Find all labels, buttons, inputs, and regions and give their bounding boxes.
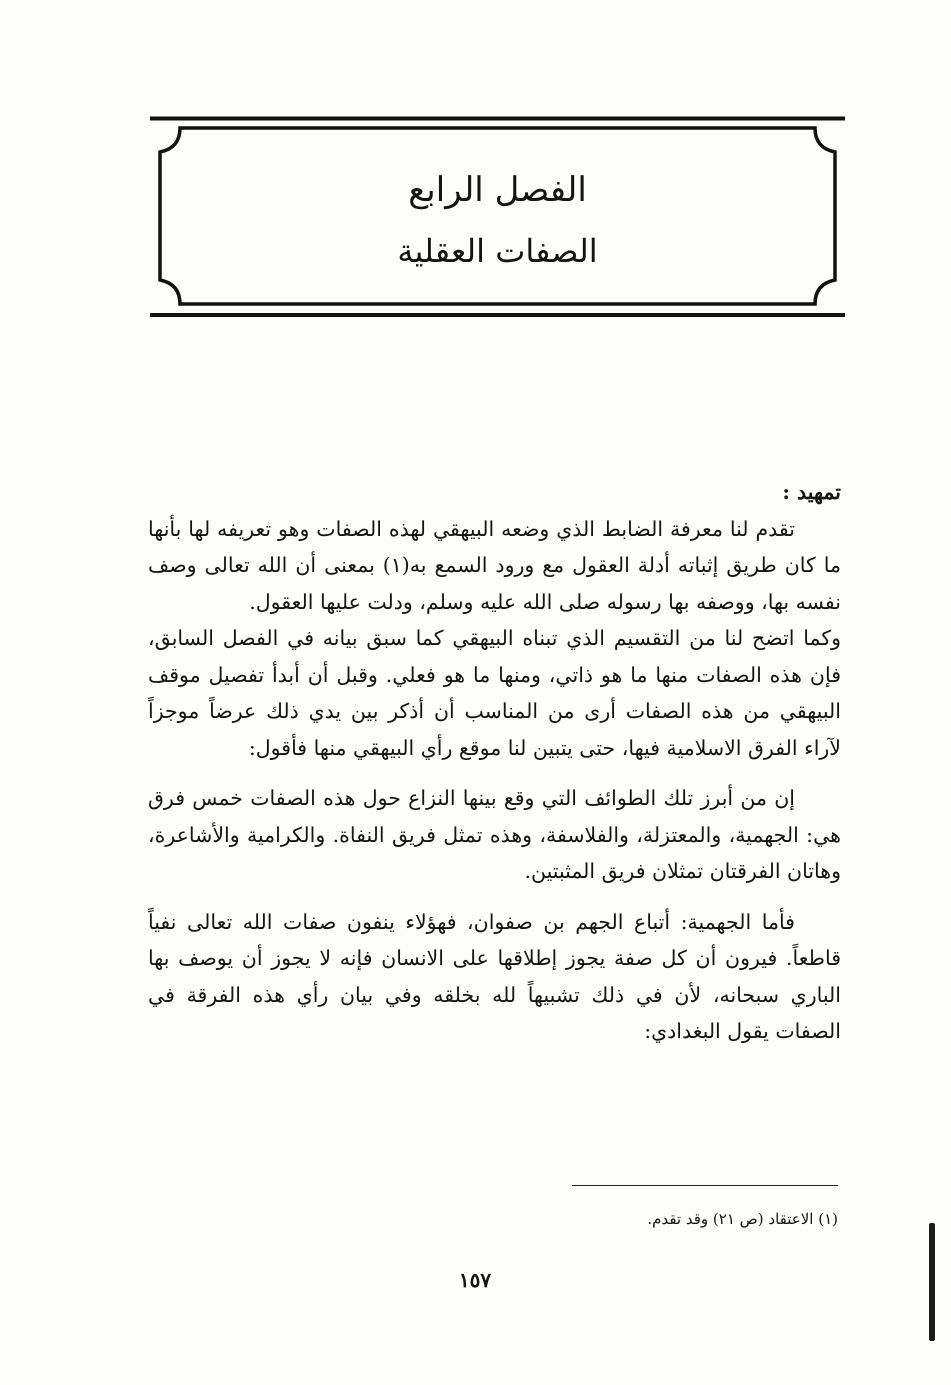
paragraph: إن من أبرز تلك الطوائف التي وقع بينها النزاع حول هذه الصفات خمس فرق هي: الجهمية، والمعتزلة، والفلاسفة، وهذه تمثل فريق النفاة. والكرامية والأشاعرة، وهاتان الفرقتان تمثلان فريق المثبتين.: [148, 786, 841, 883]
paragraph: فأما الجهمية: أتباع الجهم بن صفوان، فهؤلاء ينفون صفات الله تعالى نفياً قاطعاً. فيرون أن كل صفة يجوز إطلاقها على الانسان فإنه لا يجوز أن يوصف بها الباري سبحانه، لأن في ذلك تشبيهاً لله بخلقه وفي بيان رأي هذه الفرقة في الصفات يقول البغدادي:: [148, 909, 841, 1043]
footnote: (١) الاعتقاد (ص ٢١) وقد تقدم.: [647, 1210, 838, 1228]
section-heading: تمهيد :: [782, 480, 841, 504]
footnote-divider: [572, 1185, 838, 1186]
chapter-subtitle: الصفات العقلية: [397, 232, 598, 270]
paragraph: تقدم لنا معرفة الضابط الذي وضعه البيهقي لهذه الصفات وهو تعريفه لها بأنها ما كان طريق إثباته أدلة العقول مع ورود السمع به(١) بمعنى أن الله تعالى وصف نفسه بها، ووصفه بها رسوله صلى الله عليه وسلم، ودلت عليها العقول.: [148, 516, 841, 614]
page-number: ١٥٧: [458, 1268, 492, 1292]
paragraph: وكما اتضح لنا من التقسيم الذي تبناه البيهقي كما سبق بيانه في الفصل السابق، فإن هذه الصفات منها ما هو ذاتي، ومنها ما هو فعلي. وقبل أن أبدأ تفصيل موقف البيهقي من هذه الصفات أرى من المناسب أن أذكر بين يدي ذلك عرضاً موجزاً لآراء الفرق الاسلامية فيها، حتى يتبين لنا موقع رأي البيهقي منها فأقول:: [148, 626, 841, 760]
body-text: [148, 474, 841, 1050]
chapter-title: الفصل الرابع: [408, 170, 587, 210]
scan-edge-mark: [929, 1223, 935, 1341]
chapter-frame: [150, 116, 845, 318]
